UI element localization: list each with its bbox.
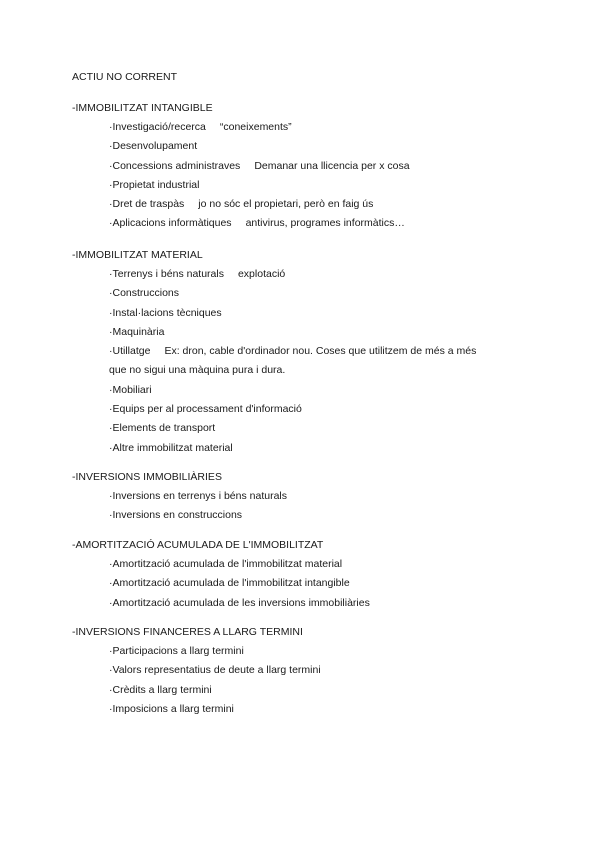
- item-text: ·Utillatge: [109, 345, 151, 358]
- item-note: Demanar una llicencia per x cosa: [254, 159, 410, 172]
- item-text: ·Amortització acumulada de les inversions immobiliàries: [109, 596, 370, 609]
- list-item: [109, 197, 542, 216]
- section-heading: -AMORTITZACIÓ ACUMULADA DE L'IMMOBILITZAT: [72, 539, 324, 551]
- list-item: [109, 216, 542, 235]
- section-heading: -INVERSIONS IMMOBILIÀRIES: [72, 471, 222, 483]
- section-heading: -IMMOBILITZAT MATERIAL: [72, 249, 203, 261]
- list-item: [109, 576, 542, 595]
- item-text: ·Dret de traspàs: [109, 198, 185, 211]
- item-text: ·Terrenys i béns naturals: [109, 268, 224, 280]
- list-item: [109, 306, 542, 325]
- list-item: [109, 596, 542, 615]
- item-continuation: que no sigui una màquina pura i dura.: [109, 364, 286, 377]
- section-immobilitzat-intangible: [72, 101, 542, 236]
- list-item: [109, 508, 542, 527]
- list-item: [109, 402, 542, 421]
- section-heading: -INVERSIONS FINANCERES A LLARG TERMINI: [72, 626, 303, 638]
- list-item: [109, 139, 542, 158]
- section-heading: -IMMOBILITZAT INTANGIBLE: [72, 102, 213, 114]
- item-text: ·Participacions a llarg termini: [109, 645, 244, 657]
- item-note: Ex: dron, cable d'ordinador nou. Coses que utilitzem de més a més: [164, 345, 477, 358]
- item-text: ·Concessions administraves: [109, 159, 241, 172]
- item-text: ·Amortització acumulada de l'immobilitzat material: [109, 558, 343, 570]
- list-item: [109, 120, 542, 139]
- item-note: “coneixements”: [219, 121, 292, 133]
- item-text: ·Mobiliari: [109, 383, 152, 396]
- item-text: ·Investigació/recerca: [109, 121, 206, 133]
- item-text: ·Aplicacions informàtiques: [109, 217, 232, 230]
- item-text: ·Desenvolupament: [109, 140, 198, 153]
- list-item: [109, 383, 542, 402]
- item-text: ·Inversions en construccions: [109, 509, 243, 522]
- item-text: ·Inversions en terrenys i béns naturals: [109, 490, 288, 502]
- list-item: [109, 663, 542, 682]
- section-inversions-immobiliaries: [72, 470, 542, 528]
- list-item: [109, 557, 542, 576]
- item-text: ·Elements de transport: [109, 422, 216, 435]
- item-text: ·Propietat industrial: [109, 178, 200, 191]
- list-item: [109, 644, 542, 663]
- list-item: [109, 325, 542, 344]
- list-item: [109, 441, 542, 460]
- section-amortitzacio-acumulada: [72, 538, 542, 615]
- item-note: antivirus, programes informàtics…: [245, 217, 405, 230]
- item-text: ·Construccions: [109, 287, 180, 300]
- list-item: [109, 344, 542, 363]
- list-item: [109, 421, 542, 440]
- section-immobilitzat-material: [72, 248, 542, 460]
- document-title: ACTIU NO CORRENT: [72, 71, 177, 83]
- list-item: [109, 489, 542, 508]
- item-note: explotació: [237, 268, 286, 280]
- item-text: ·Valors representatius de deute a llarg termini: [109, 664, 321, 677]
- item-note: jo no sóc el propietari, però en faig ús: [198, 198, 374, 211]
- list-item: [109, 286, 542, 305]
- item-text: ·Maquinària: [109, 325, 165, 338]
- item-text: ·Instal·lacions tècniques: [109, 306, 222, 319]
- item-text: ·Equips per al processament d'informació: [109, 403, 302, 416]
- item-text: ·Crèdits a llarg termini: [109, 683, 212, 696]
- item-text: ·Altre immobilitzat material: [109, 441, 233, 454]
- list-item: [109, 702, 542, 721]
- list-item: [109, 683, 542, 702]
- item-text: ·Amortització acumulada de l'immobilitzat intangible: [109, 577, 350, 590]
- item-text: ·Imposicions a llarg termini: [109, 702, 234, 715]
- list-item: [109, 267, 542, 286]
- list-item: [109, 178, 542, 197]
- list-item: [109, 159, 542, 178]
- section-inversions-financeres: [72, 625, 542, 721]
